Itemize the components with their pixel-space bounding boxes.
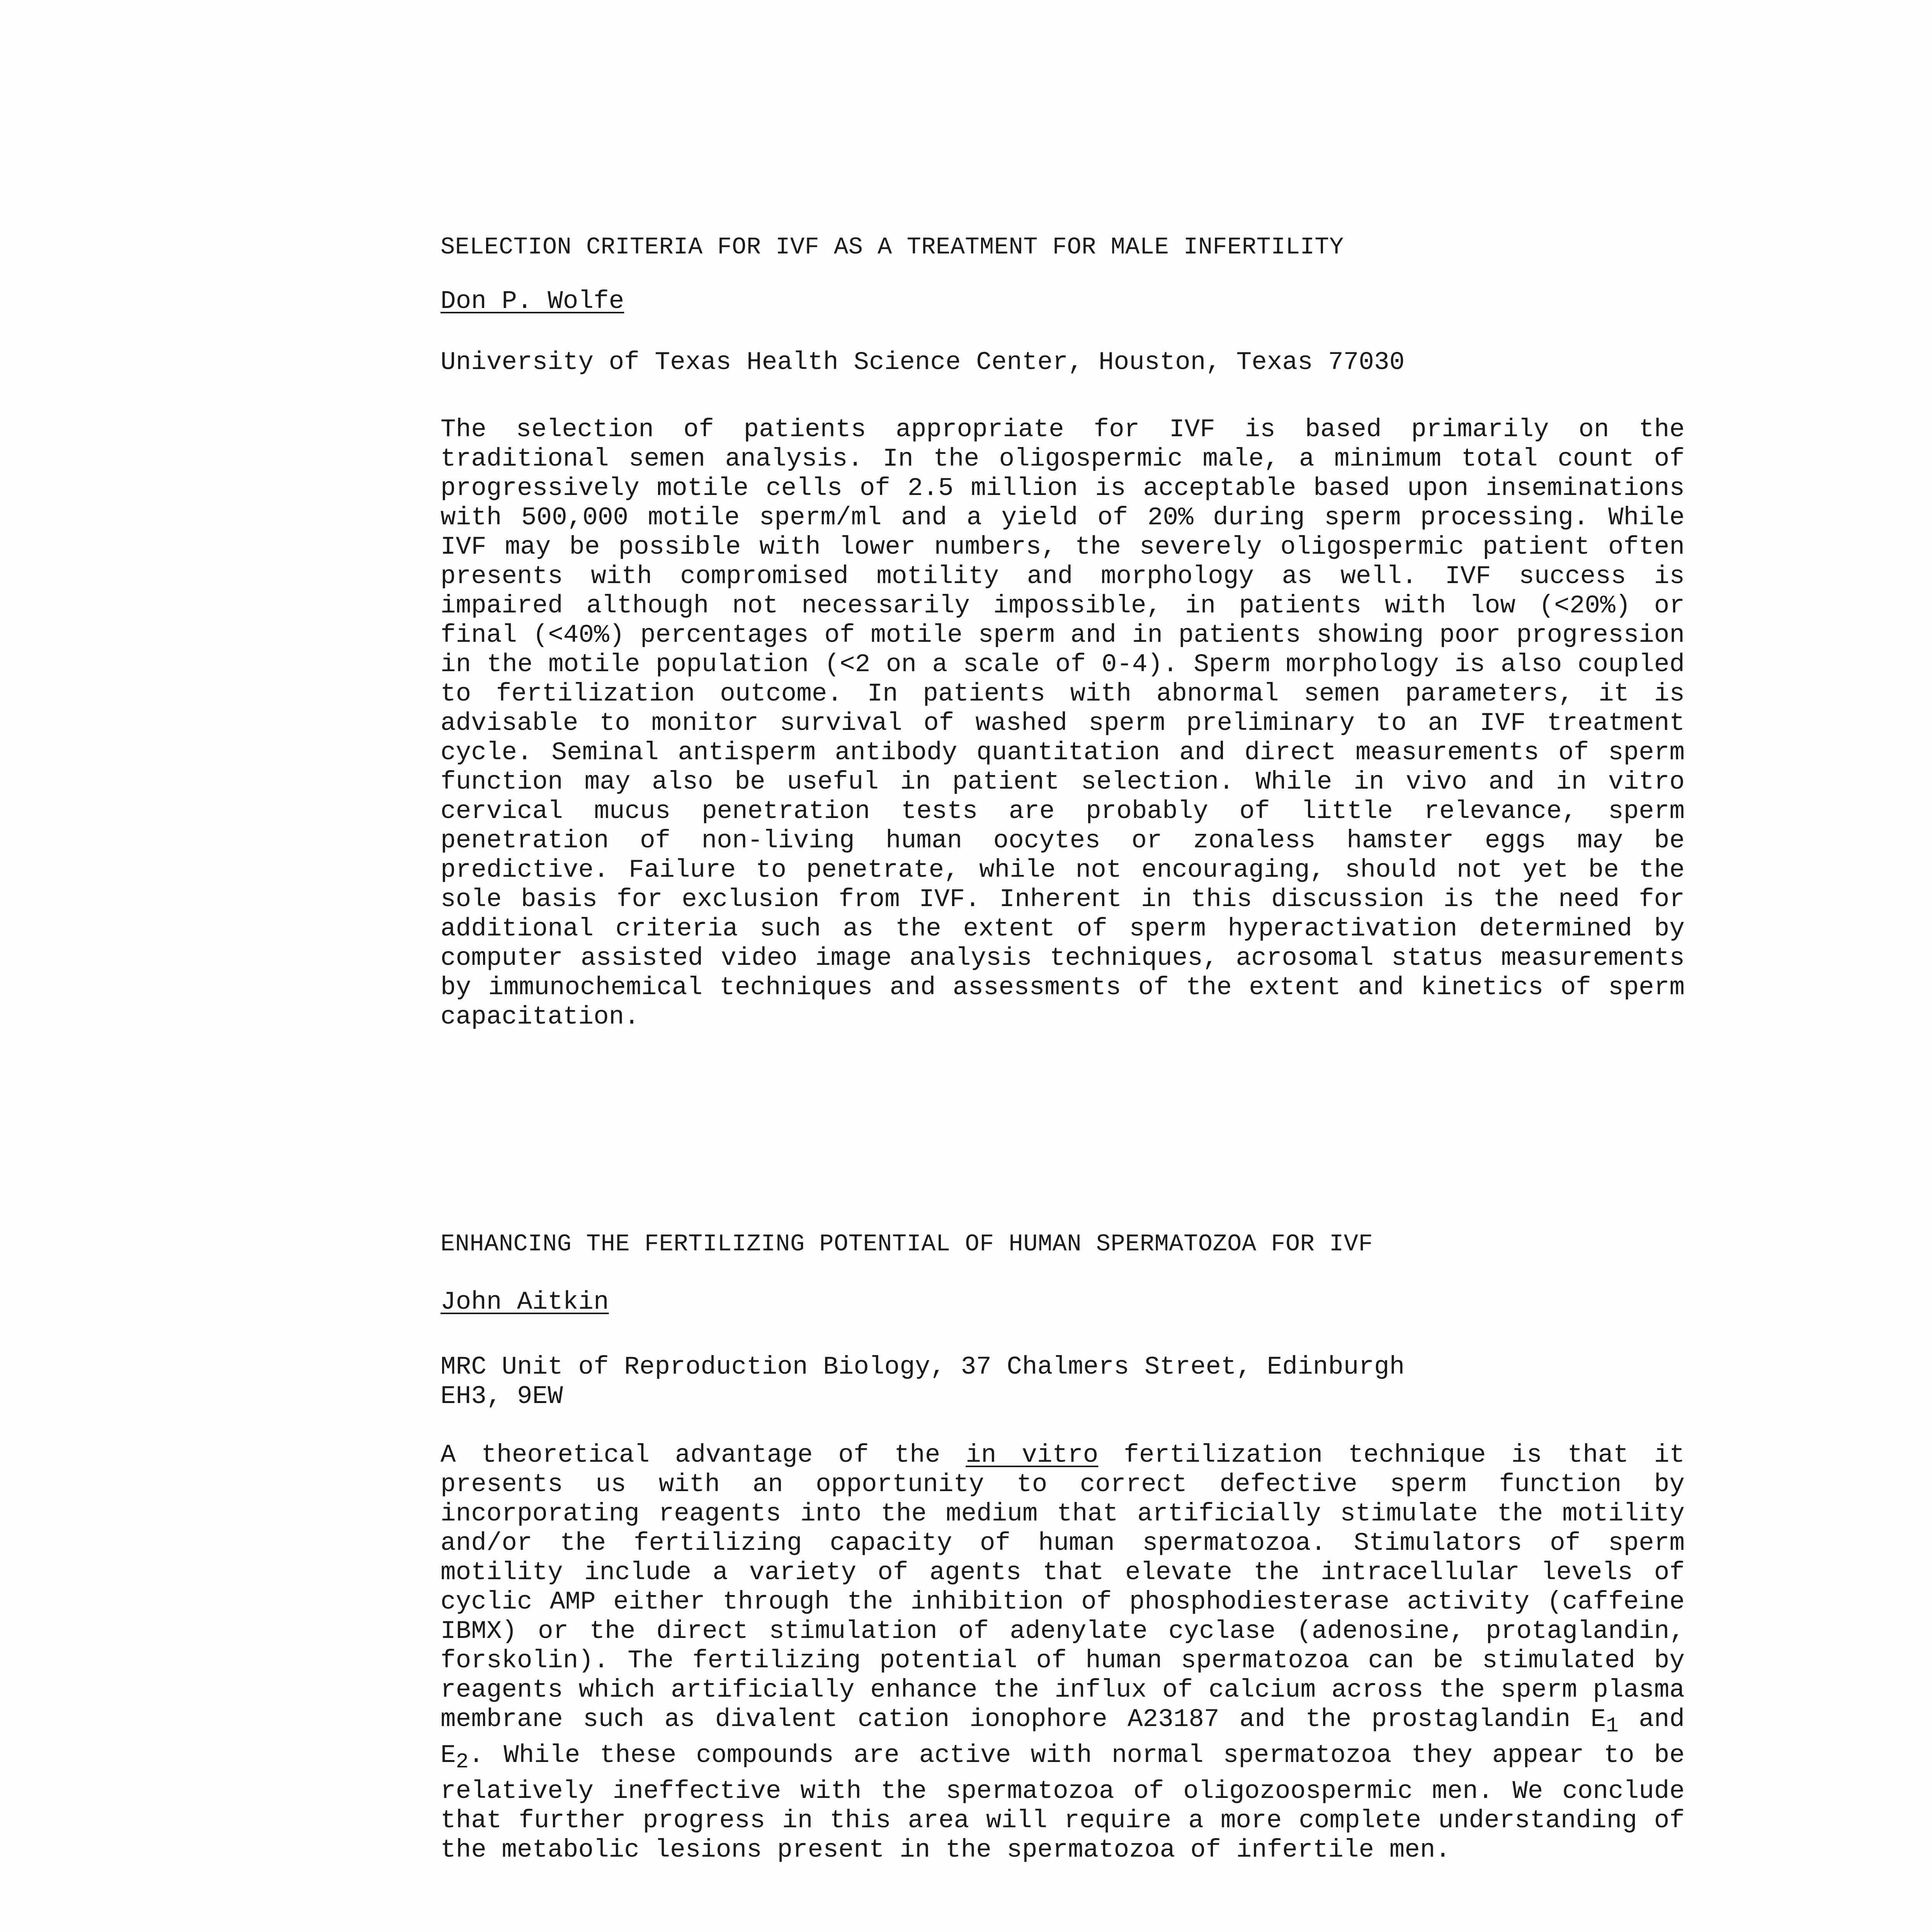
abstract-2-title: ENHANCING THE FERTILIZING POTENTIAL OF HUMAN SPERMATOZOA FOR IVF <box>440 1230 1373 1258</box>
abstract-2-affiliation: MRC Unit of Reproduction Biology, 37 Chalmers Street, Edinburgh EH3, 9EW <box>440 1352 1405 1411</box>
abstract-1-affiliation: University of Texas Health Science Center, Houston, Texas 77030 <box>440 348 1405 377</box>
abstract-1-authors: Don P. Wolfe <box>440 287 624 316</box>
abstract-2-body: A theoretical advantage of the in vitro fertilization technique is that it presents us with an opportunity to correct defective sperm function by incorporating reagents into the medium that artificially stimulate the motility and/or the fertilizing capacity of human spermatozoa. Stimulators of sperm motility include a variety of agents that elevate the intracellular levels of cyclic AMP either through the inhibition of phosphodiesterase activity (caffeine IBMX) or the direct stimulation of adenylate cyclase (adenosine, protaglandin, forskolin). The fertilizing potential of human spermatozoa can be stimulated by reagents which artificially enhance the influx of calcium across the sperm plasma membrane such as divalent cation ionophore A23187 and the prostaglandin $E_1$ and $E_2$. While these compounds are active with normal spermatozoa they appear to be relatively ineffective with the spermatozoa of oligozoospermic men. We conclude that further progress in this area will require a more complete understanding of the metabolic lesions present in the spermatozoa of infertile men. <box>440 1440 1685 1865</box>
e1-symbol: $E_1$ <box>1590 1705 1619 1738</box>
abstract-2-authors: John Aitkin <box>440 1287 609 1316</box>
abstract-1-title: SELECTION CRITERIA FOR IVF AS A TREATMENT FOR MALE INFERTILITY <box>440 233 1344 261</box>
e2-symbol: $E_2$ <box>440 1741 469 1774</box>
in-vitro-emphasis: in vitro <box>966 1440 1099 1469</box>
abstract-1-body: The selection of patients appropriate for IVF is based primarily on the traditional semen analysis. In the oligospermic male, a minimum total count of progressively motile cells of 2.5 million is acceptable based upon inseminations with 500,000 motile sperm/ml and a yield of 20% during sperm processing. While IVF may be possible with lower numbers, the severely oligospermic patient often presents with compromised motility and morphology as well. IVF success is impaired although not necessarily impossible, in patients with low (<20%) or final (<40%) percentages of motile sperm and in patients showing poor progression in the motile population (<2 on a scale of 0-4). Sperm morphology is also coupled to fertilization outcome. In patients with abnormal semen parameters, it is advisable to monitor survival of washed sperm preliminary to an IVF treatment cycle. Seminal antisperm antibody quantitation and direct measurements of sperm function may also be useful in patient selection. While in vivo and in vitro cervical mucus penetration tests are probably of little relevance, sperm penetration of non-living human oocytes or zonaless hamster eggs may be predictive. Failure to penetrate, while not encouraging, should not yet be the sole basis for exclusion from IVF. Inherent in this discussion is the need for additional criteria such as the extent of sperm hyperactivation determined by computer assisted video image analysis techniques, acrosomal status measurements by immunochemical techniques and assessments of the extent and kinetics of sperm capacitation. <box>440 415 1685 1031</box>
